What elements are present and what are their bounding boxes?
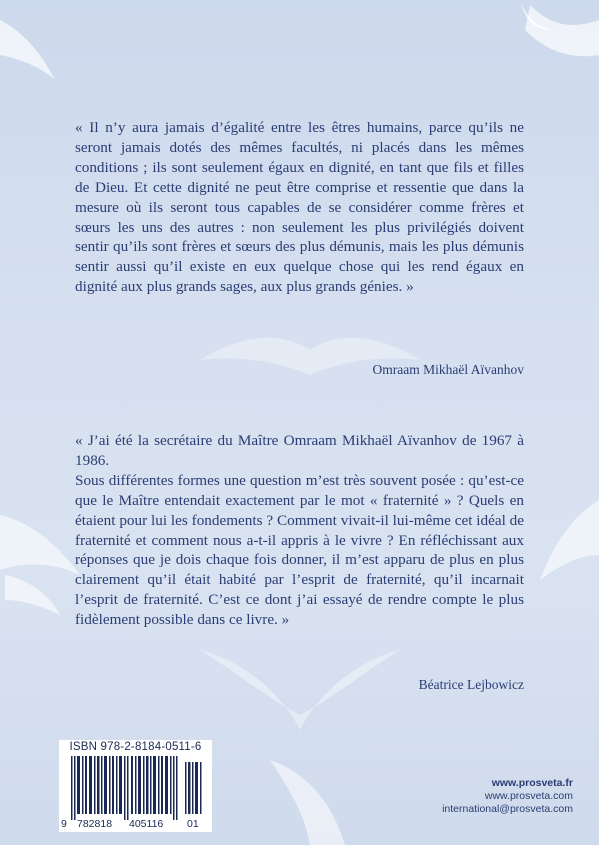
- barcode-digit-group-1: 782818: [77, 818, 113, 830]
- dove-illustration-bottom-right: [250, 720, 380, 845]
- quote-aivanhov-text: « Il n’y aura jamais d’égalité entre les êtres humains, parce qu’ils ne seront jamais dotés des mêmes facultés, ni placés dans les mêmes conditions ; ils sont seulement égaux en dignité, en tant que fils et filles de Dieu. Et cette dignité ne peut être comprise et ressentie que dans la mesure où ils seront tous capables de se considérer comme frères et sœurs les uns des autres : non seulement les plus privilégiés doivent sentir qu’ils sont frères et sœurs des plus démunis, mais les plus démunis sentir aussi qu’il existe en eux quelque chose qui les rend égaux en dignité aux plus grands sages, aux plus grands génies. »: [75, 119, 524, 296]
- dove-illustration-top-left: [0, 0, 70, 100]
- barcode-digit-first: 9: [61, 818, 67, 830]
- publisher-contacts: [442, 777, 573, 816]
- website-fr-link[interactable]: www.prosveta.fr: [491, 777, 573, 789]
- website-com-link[interactable]: www.prosveta.com: [484, 790, 573, 802]
- isbn-label: ISBN 978-2-8184-0511-6: [69, 741, 202, 753]
- quote-lejbowicz-paragraph-1: « J’ai été la secrétaire du Maître Omraam Mikhaël Aïvanhov de 1967 à 1986.: [75, 432, 524, 469]
- isbn-barcode: [59, 740, 212, 832]
- author-aivanhov: Omraam Mikhaël Aïvanhov: [372, 362, 524, 377]
- barcode-addon: 01: [187, 818, 199, 830]
- dove-illustration-mid-right: [520, 480, 599, 610]
- quote-lejbowicz-paragraph-2: Sous différentes formes une question m’est très souvent posée : qu’est-ce que le Maître entendait exactement par le mot « fraternité » ? Quels en étaient pour lui les fondements ? Comment vivait-il lui-même cet idéal de fraternité et comment nous a-t-il appris à le vivre ? En réfléchissant aux réponses que je dois chaque fois donner, il m’est apparu de plus en plus clairement qu’il était habité par l’esprit de fraternité, qu’il incarnait l’esprit de fraternité. C’est ce dont j’ai essayé de rendre compte le plus fidèlement possible dans ce livre. »: [75, 471, 524, 629]
- barcode-digit-group-2: 405116: [129, 818, 164, 830]
- email-link[interactable]: international@prosveta.com: [442, 803, 573, 815]
- quote-aivanhov: [75, 118, 524, 297]
- quote-lejbowicz: [75, 431, 524, 630]
- barcode-bars: [65, 756, 206, 820]
- author-lejbowicz: Béatrice Lejbowicz: [418, 677, 524, 692]
- dove-illustration-top-right: [470, 0, 599, 70]
